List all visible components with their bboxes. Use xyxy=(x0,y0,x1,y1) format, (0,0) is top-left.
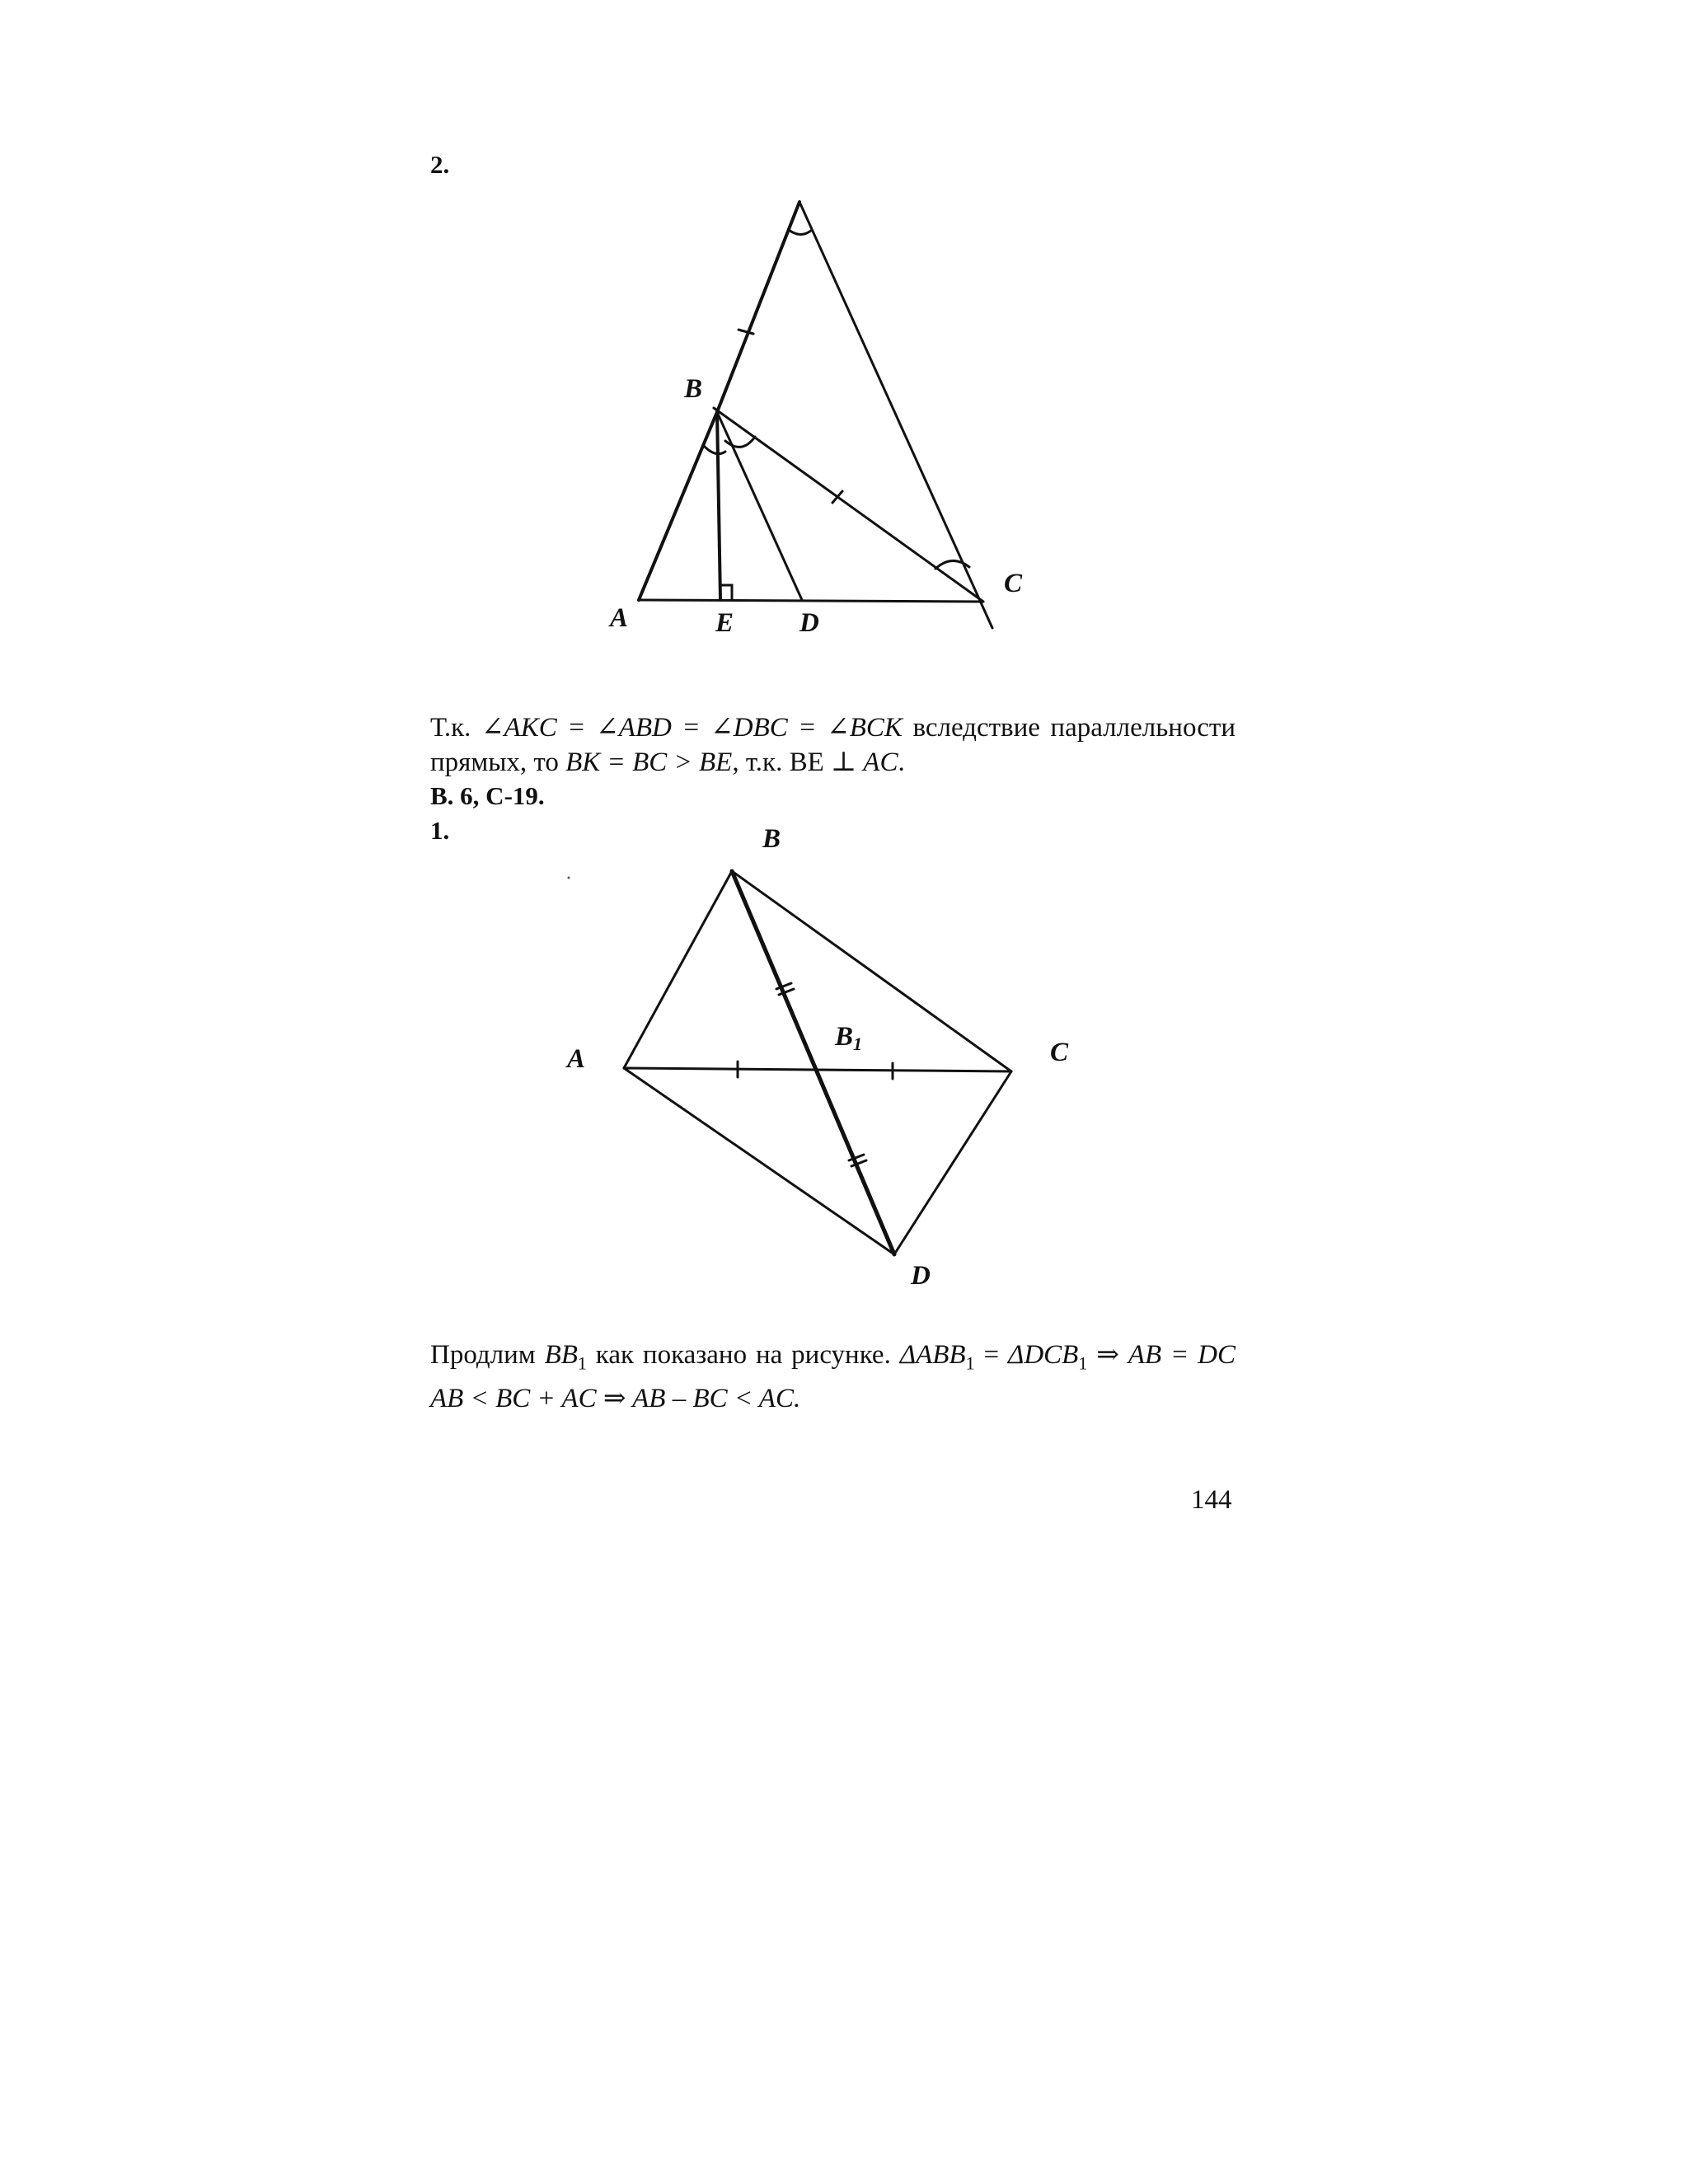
speck xyxy=(568,877,570,879)
text2-sub1: 1 xyxy=(577,1352,587,1374)
explanation-paragraph-2 xyxy=(430,1338,1236,1416)
label-c: C xyxy=(1004,569,1023,598)
text2-bb: BB xyxy=(544,1340,578,1370)
text1-middle: вследствие параллельности прямых, то xyxy=(430,713,1236,777)
segment-a-c xyxy=(639,600,983,602)
text1-prefix: Т.к. xyxy=(430,713,481,743)
label-b: B xyxy=(684,374,703,404)
problem-number-2: 2. xyxy=(430,150,450,179)
text2-line1 xyxy=(430,1338,1236,1381)
label-d: D xyxy=(799,608,819,638)
text1-middle2: , т.к. BE ⊥ xyxy=(732,748,864,777)
text1-expr2: BK = BC > BE xyxy=(565,748,733,777)
text1-expr1: ∠AKC = ∠ABD = ∠DBC = ∠BCK xyxy=(481,713,903,743)
text1-end: . xyxy=(898,748,905,777)
page-number: 144 xyxy=(1191,1485,1232,1515)
text2-prefix: Продлим xyxy=(430,1340,545,1370)
label-d: D xyxy=(911,1261,931,1291)
figure-quadrilateral xyxy=(560,816,1104,1310)
text2-tri2: ΔDCB xyxy=(1007,1340,1079,1370)
text2-eq: = xyxy=(974,1340,1008,1370)
text1-expr3: AC xyxy=(863,748,898,777)
problem-number-1: 1. xyxy=(430,816,450,845)
segment-c-d xyxy=(894,1071,1011,1254)
segment-b-a xyxy=(624,871,732,1068)
segment-apex-b xyxy=(717,202,799,412)
label-a: A xyxy=(610,603,629,633)
segment-b-a xyxy=(639,412,717,600)
arc-apex xyxy=(789,230,812,235)
right-angle-mark xyxy=(720,585,732,600)
label-c: C xyxy=(1050,1038,1069,1067)
label-b: B xyxy=(762,824,781,854)
tick-apex-b xyxy=(738,330,753,334)
text2-line2-text: AB < BC + AC ⇒ AB – BC < AC. xyxy=(430,1383,801,1413)
arc-b-1 xyxy=(703,445,725,454)
text2-sub3: 1 xyxy=(1078,1352,1088,1374)
label-b1: B1 xyxy=(835,1022,863,1054)
explanation-paragraph-1 xyxy=(430,710,1236,780)
label-a: A xyxy=(567,1044,586,1074)
text2-line2 xyxy=(430,1381,1236,1416)
text2-res1: AB = DC xyxy=(1128,1340,1236,1370)
text2-mid: как показано на рисунке. xyxy=(586,1340,900,1370)
figure-triangle-1 xyxy=(593,181,1088,659)
segment-b-e xyxy=(717,412,720,600)
variant-heading: В. 6, С-19. xyxy=(430,781,545,810)
text2-impl1: ⇒ xyxy=(1087,1340,1128,1370)
label-e: E xyxy=(715,608,734,638)
text2-sub2: 1 xyxy=(965,1352,975,1374)
text2-tri1: ΔABB xyxy=(899,1340,966,1370)
